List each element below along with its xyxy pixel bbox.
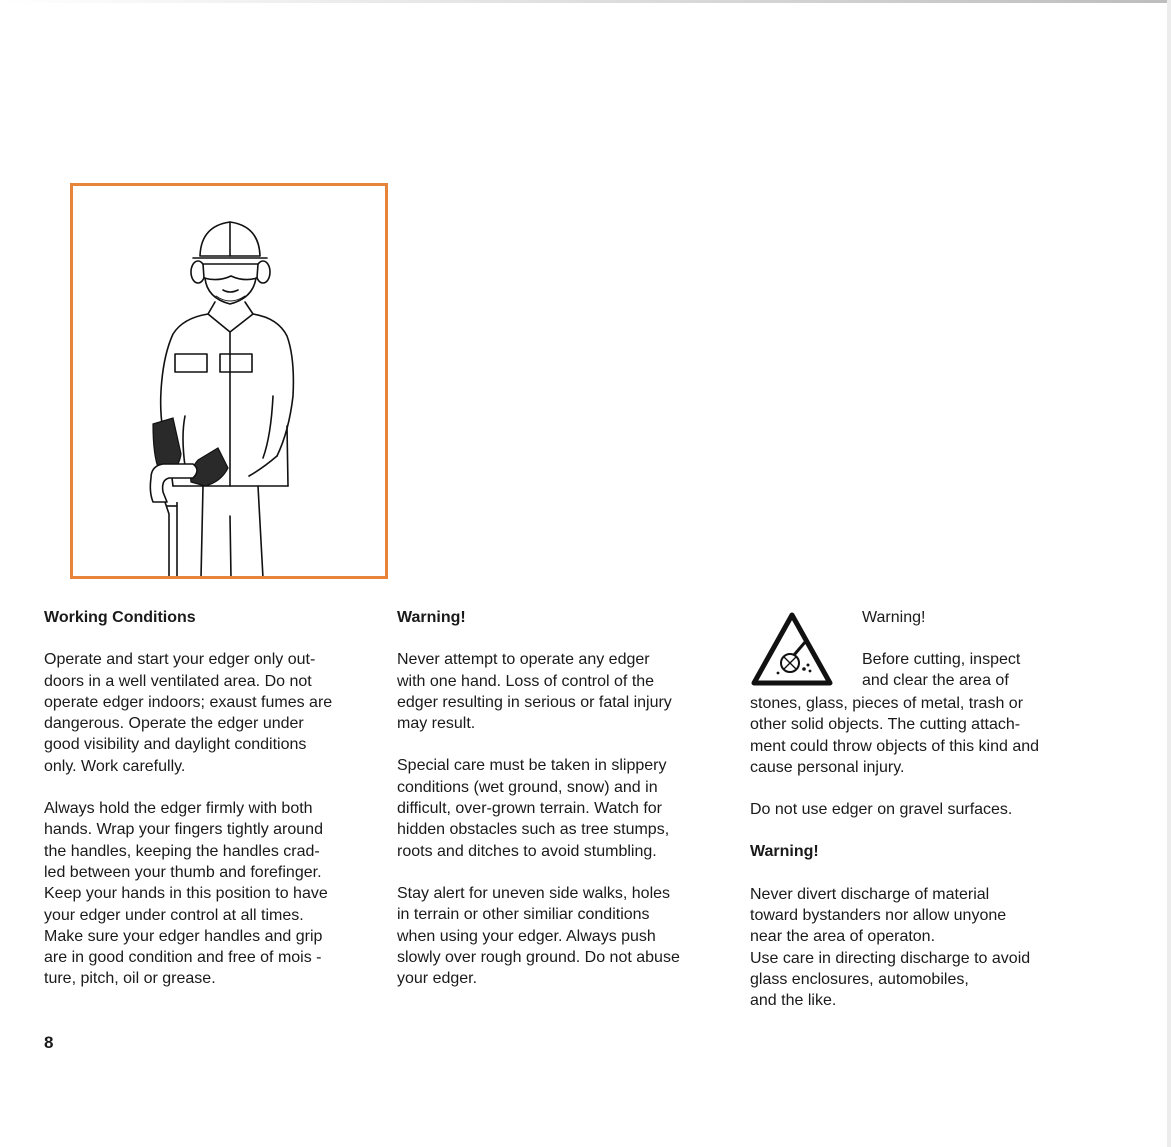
paragraph: stones, glass, pieces of metal, trash or other solid objects. The cutting attach- ment could throw objects of this kind and cause personal injury. — [750, 695, 1040, 776]
paragraph: Do not use edger on gravel surfaces. — [750, 801, 1013, 819]
section-heading: Warning! — [750, 843, 819, 861]
warning-block — [750, 607, 1080, 693]
paragraph: Operate and start your edger only out- doors in a well ventilated area. Do not operate edger indoors; exaust fumes are dangerous. Operate the edger under good visibility and daylight conditions only. Work carefully. — [44, 651, 333, 775]
page-number: 8 — [44, 1033, 54, 1052]
paragraph: Stay alert for uneven side walks, holes in terrain or other similiar conditions when using your edger. Always push slowly over rough ground. Do not abuse your edger. — [397, 884, 680, 988]
warning-title: Warning! — [862, 609, 926, 626]
column-warning-handling — [397, 607, 727, 1010]
page-top-edge — [0, 0, 1171, 3]
column-warning-debris — [750, 607, 1080, 1033]
operator-illustration-frame — [70, 183, 388, 579]
column-working-conditions — [44, 607, 374, 1011]
paragraph: Always hold the edger firmly with both hands. Wrap your fingers tightly around the handles, keeping the handles crad- led between your thumb and forefinger. Keep your hands in this position to have your edger under control at all times. Make sure your edger handles and grip are in good condition and free of mois - ture, pitch, oil or grease. — [44, 800, 328, 988]
paragraph: Special care must be taken in slippery conditions (wet ground, snow) and in difficult, over-grown terrain. Watch for hidden obstacles such as tree stumps, roots and ditches to avoid stumbling. — [397, 757, 670, 860]
section-heading: Working Conditions — [44, 609, 196, 626]
section-heading: Warning! — [397, 609, 466, 626]
operator-illustration — [73, 186, 385, 576]
paragraph: Never divert discharge of material toward bystanders nor allow unyone near the area of operaton. Use care in directing discharge to avoid glass enclosures, automobiles, and the like. — [750, 885, 1031, 1010]
page-right-edge — [1167, 0, 1171, 1147]
warning-lead-text: Before cutting, inspect and clear the area of — [862, 651, 1021, 690]
paragraph: Never attempt to operate any edger with one hand. Loss of control of the edger resulting in serious or fatal injury may result. — [397, 651, 672, 733]
warning-triangle-icon — [750, 611, 834, 687]
